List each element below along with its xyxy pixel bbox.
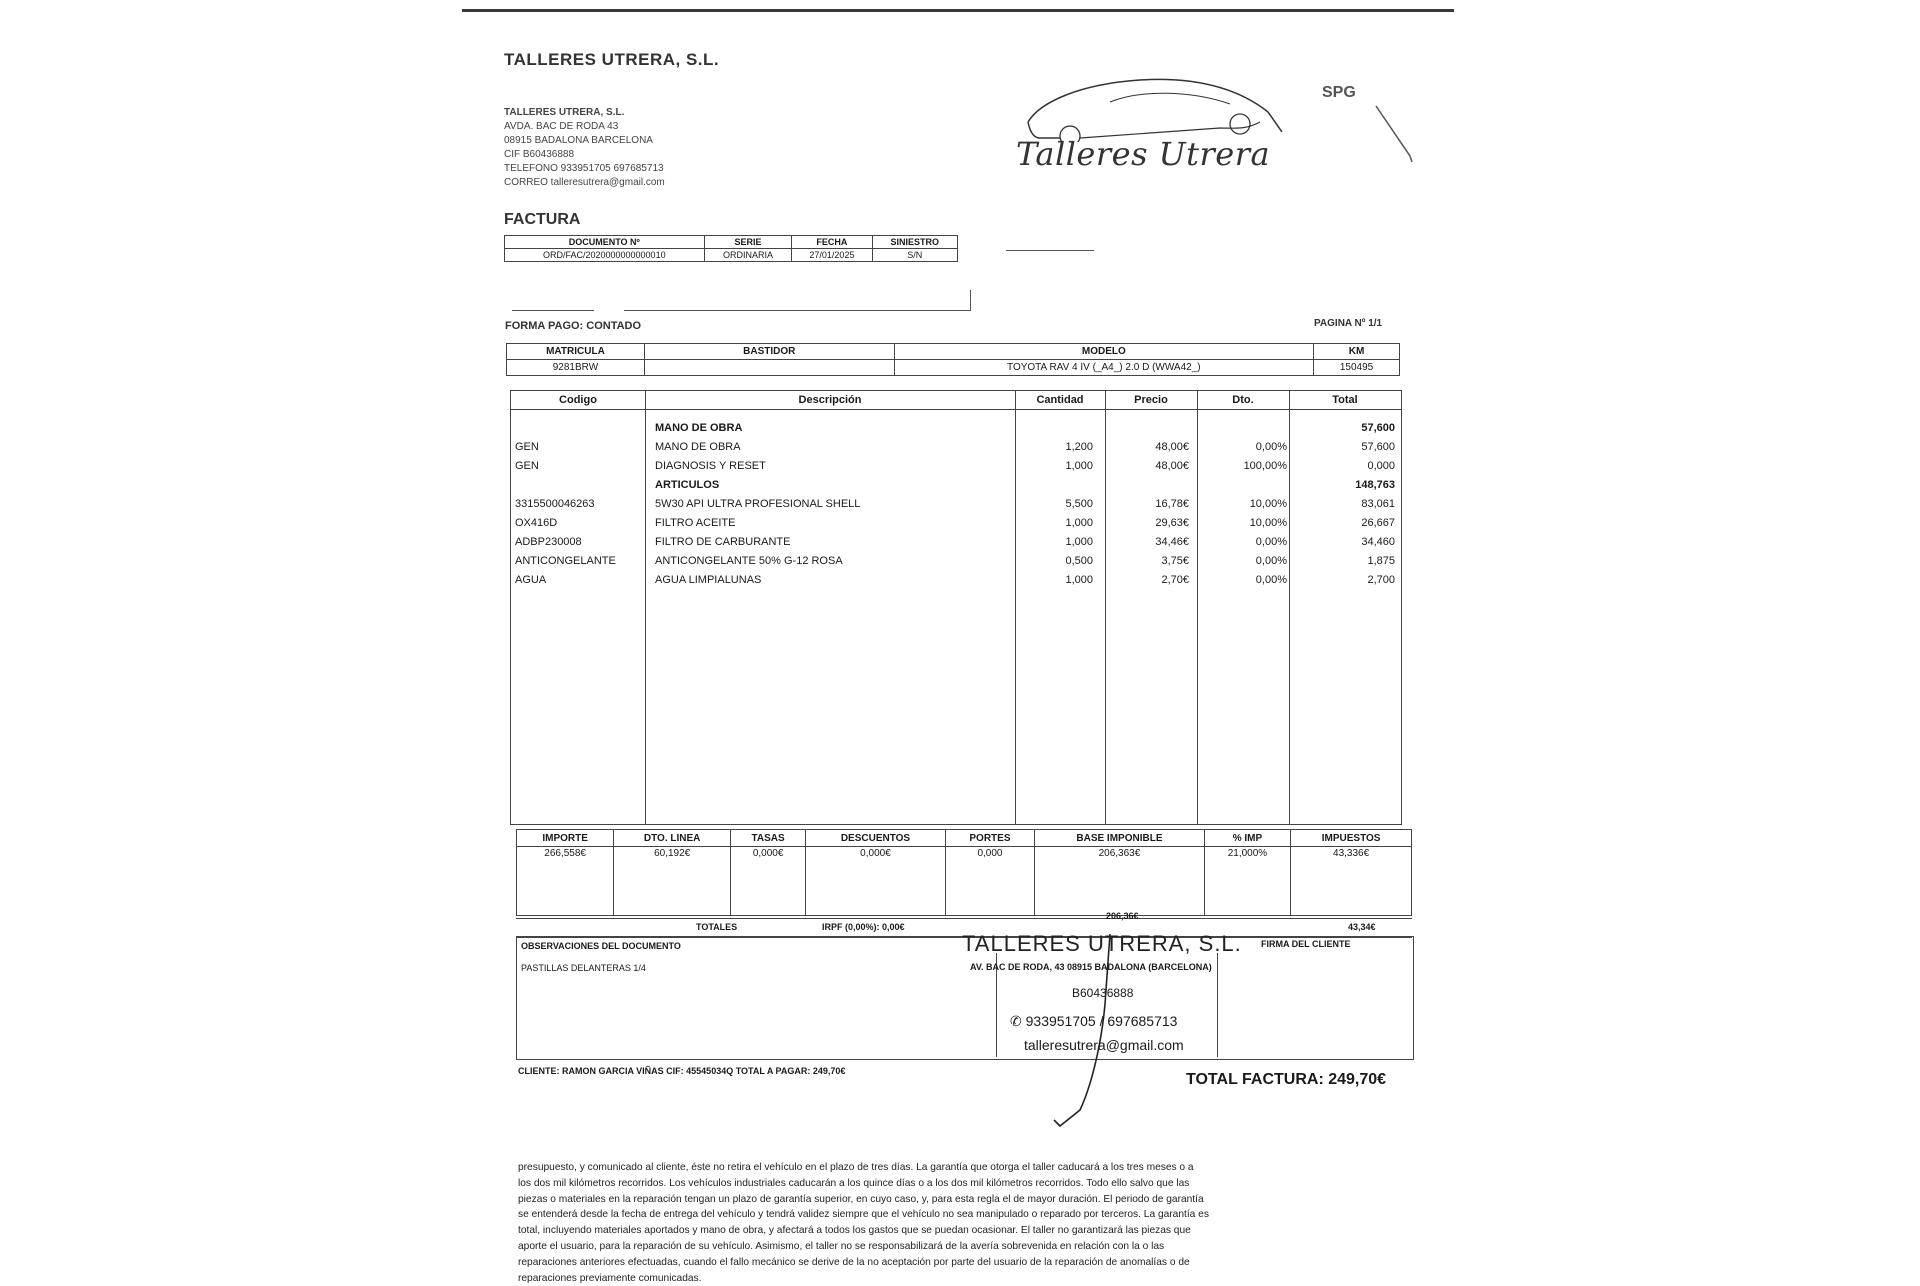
line-discount: 10,00%	[1249, 517, 1287, 529]
legal-line: piezas o materiales en la reparación tengan un plazo de garantía superior, en cuyo caso, y, para esta regla el de mayor duración. El periodo de garantía	[518, 1193, 1204, 1205]
line-description: ANTICONGELANTE 50% G-12 ROSA	[655, 555, 843, 567]
line-price	[1103, 476, 1189, 494]
summary-imp: 21,000%	[1204, 847, 1290, 916]
line-price: 16,78€	[1155, 498, 1189, 510]
line-price: 34,46€	[1155, 536, 1189, 548]
line-quantity: 1,000	[1065, 574, 1093, 586]
doc-header-fecha: FECHA	[792, 236, 872, 249]
line-description: DIAGNOSIS Y RESET	[655, 460, 766, 472]
line-code: 3315500046263	[515, 498, 595, 510]
line-quantity: 0,500	[1065, 555, 1093, 567]
logo-script: Talleres Utrera	[1016, 135, 1271, 173]
page-number: PAGINA Nº 1/1	[1314, 318, 1383, 329]
legal-terms	[518, 1160, 1418, 1286]
total-factura: TOTAL FACTURA: 249,70€	[1186, 1071, 1387, 1088]
line-item-row	[511, 476, 1401, 494]
summary-impuestos: 43,336€	[1291, 847, 1412, 916]
vehicle-matricula: 9281BRW	[507, 360, 645, 376]
line-quantity: 1,000	[1065, 460, 1093, 472]
line-item-row	[511, 533, 1401, 551]
summary-header-dto-linea: DTO. LINEA	[614, 830, 731, 847]
vehicle-bastidor	[644, 360, 894, 376]
redacted-mark	[512, 310, 594, 311]
doc-value-serie: ORDINARIA	[704, 249, 792, 262]
line-description: MANO DE OBRA	[655, 422, 743, 434]
line-description: MANO DE OBRA	[655, 441, 741, 453]
redacted-client-box	[624, 290, 971, 311]
line-quantity	[1013, 476, 1093, 494]
line-price	[1103, 419, 1189, 437]
legal-line: presupuesto, y comunicado al cliente, éste no retira el vehículo en el plazo de tres días. La garantía que otorga el taller caducará a los tres meses o a	[518, 1162, 1194, 1173]
line-total: 83,061	[1361, 498, 1395, 510]
forma-pago: FORMA PAGO: CONTADO	[505, 320, 642, 332]
company-info	[504, 106, 665, 190]
car-logo-icon	[1020, 72, 1290, 142]
lines-header-codigo: Codigo	[559, 394, 597, 406]
line-price: 48,00€	[1155, 460, 1189, 472]
line-item-row	[511, 495, 1401, 513]
summary-table	[516, 829, 1412, 916]
doc-value-documento: ORD/FAC/2020000000000010	[505, 249, 705, 262]
summary-header-imp: % IMP	[1204, 830, 1290, 847]
lines-header-dto: Dto.	[1232, 394, 1254, 406]
line-price: 29,63€	[1155, 517, 1189, 529]
line-description: AGUA LIMPIALUNAS	[655, 574, 762, 586]
summary-header-importe: IMPORTE	[517, 830, 614, 847]
stamp-title: TALLERES UTRERA, S.L.	[962, 931, 1242, 956]
line-quantity: 1,000	[1065, 517, 1093, 529]
lines-header-total: Total	[1332, 394, 1358, 406]
totales-base: 206,36€	[1106, 911, 1139, 921]
line-discount	[1197, 419, 1287, 437]
line-item-row	[511, 438, 1401, 456]
summary-tasas: 0,000€	[731, 847, 806, 916]
invoice-lines	[510, 390, 1402, 825]
summary-header-base: BASE IMPONIBLE	[1035, 830, 1205, 847]
summary-header-impuestos: IMPUESTOS	[1291, 830, 1412, 847]
line-discount: 100,00%	[1243, 460, 1287, 472]
line-code: AGUA	[515, 574, 547, 586]
doc-header-serie: SERIE	[704, 236, 792, 249]
line-price: 48,00€	[1155, 441, 1189, 453]
line-total: 26,667	[1361, 517, 1395, 529]
vehicle-km: 150495	[1314, 360, 1400, 376]
line-code: ADBP230008	[515, 536, 582, 548]
line-total: 34,460	[1361, 536, 1395, 548]
summary-header-tasas: TASAS	[731, 830, 806, 847]
line-item-row	[511, 571, 1401, 589]
observations-text: PASTILLAS DELANTERAS 1/4	[521, 963, 646, 973]
company-title: TALLERES UTRERA, S.L.	[504, 50, 720, 69]
vehicle-header-modelo: MODELO	[894, 344, 1313, 360]
line-total: 57,600	[1361, 422, 1395, 434]
company-address: AVDA. BAC DE RODA 43	[504, 121, 619, 132]
line-total: 1,875	[1367, 555, 1395, 567]
line-code	[515, 476, 645, 494]
summary-portes: 0,000	[945, 847, 1034, 916]
line-discount: 0,00%	[1255, 536, 1287, 548]
legal-line: los dos mil kilómetros recorridos. Los vehículos industriales caducarán a los quince días o a los dos mil kilómetros recorridos. Todo ello salvo que las	[518, 1177, 1190, 1189]
summary-header-portes: PORTES	[945, 830, 1034, 847]
line-item-row	[511, 514, 1401, 532]
line-total: 57,600	[1361, 441, 1395, 453]
observations-title: OBSERVACIONES DEL DOCUMENTO	[521, 941, 681, 951]
line-item-row	[511, 419, 1401, 437]
line-description: FILTRO DE CARBURANTE	[655, 536, 791, 548]
spg-mark: SPG	[1322, 84, 1356, 101]
line-item-row	[511, 552, 1401, 570]
line-total: 2,700	[1367, 574, 1395, 586]
stamp-phones-text: 933951705 / 697685713	[1025, 1013, 1178, 1029]
document-table	[504, 235, 958, 262]
totales-label: TOTALES	[696, 922, 738, 932]
vehicle-header-bastidor: BASTIDOR	[644, 344, 894, 360]
line-price: 2,70€	[1161, 574, 1189, 586]
line-price: 3,75€	[1161, 555, 1189, 567]
line-quantity	[1013, 419, 1093, 437]
line-discount: 0,00%	[1255, 555, 1287, 567]
line-quantity: 1,000	[1065, 536, 1093, 548]
summary-importe: 266,558€	[517, 847, 614, 916]
stamp-cif: B60436888	[1072, 986, 1134, 1000]
lines-header-precio: Precio	[1134, 394, 1168, 406]
totales-impuestos: 43,34€	[1348, 922, 1376, 932]
line-code: GEN	[515, 460, 539, 472]
company-phone: TELEFONO 933951705 697685713	[504, 163, 664, 174]
line-code	[515, 419, 645, 437]
doc-header-documento: DOCUMENTO Nº	[505, 236, 705, 249]
summary-dto-linea: 60,192€	[614, 847, 731, 916]
company-cif: CIF B60436888	[504, 149, 575, 160]
line-total: 0,000	[1367, 460, 1395, 472]
stamp-address: AV. BAC DE RODA, 43 08915 BADALONA (BARCELONA)	[970, 962, 1212, 972]
cliente-line: CLIENTE: RAMON GARCIA VIÑAS CIF: 45545034Q TOTAL A PAGAR: 249,70€	[518, 1066, 846, 1076]
doc-value-fecha: 27/01/2025	[792, 249, 872, 262]
line-item-row	[511, 457, 1401, 475]
summary-descuentos: 0,000€	[806, 847, 946, 916]
line-total: 148,763	[1355, 479, 1395, 491]
line-description: FILTRO ACEITE	[655, 517, 736, 529]
line-description: ARTICULOS	[655, 479, 720, 491]
top-rule	[462, 9, 1454, 12]
line-quantity: 5,500	[1065, 498, 1093, 510]
line-discount: 0,00%	[1255, 574, 1287, 586]
totales-irpf: IRPF (0,00%): 0,00€	[822, 922, 905, 932]
factura-heading: FACTURA	[504, 211, 581, 228]
line-description: 5W30 API ULTRA PROFESIONAL SHELL	[655, 498, 861, 510]
legal-line: reparaciones previamente comunicadas.	[518, 1272, 702, 1284]
lines-header-descripcion: Descripción	[798, 394, 862, 406]
vehicle-header-km: KM	[1314, 344, 1400, 360]
legal-line: reparaciones anteriores efectuadas, cuando el fallo mecánico se derive de la no aceptación por parte del usuario de la reparación de anomalías o de	[518, 1256, 1190, 1268]
phone-icon: ✆	[1010, 1013, 1022, 1029]
vehicle-header-matricula: MATRICULA	[507, 344, 645, 360]
signature-stroke	[1050, 930, 1130, 1130]
doc-header-siniestro: SINIESTRO	[872, 236, 958, 249]
line-quantity: 1,200	[1065, 441, 1093, 453]
lines-header	[511, 391, 1401, 410]
vehicle-modelo: TOYOTA RAV 4 IV (_A4_) 2.0 D (WWA42_)	[894, 360, 1313, 376]
summary-base: 206,363€	[1035, 847, 1205, 916]
company-city: 08915 BADALONA BARCELONA	[504, 135, 653, 146]
line-discount: 0,00%	[1255, 441, 1287, 453]
legal-line: total, incluyendo materiales aportados y mano de obra, y afectará a todos los gastos que se puedan ocasionar. El taller no garantizará las piezas que	[518, 1225, 1191, 1237]
doc-value-siniestro: S/N	[872, 249, 958, 262]
company-name: TALLERES UTRERA, S.L.	[504, 107, 625, 118]
legal-line: aporte el usuario, para la reparación de su vehículo. Asimismo, el taller no se responsabilizará de la avería sobrevenida en relación con la o las	[518, 1240, 1165, 1252]
redacted-mark	[1006, 250, 1094, 251]
line-code: OX416D	[515, 517, 558, 529]
line-code: GEN	[515, 441, 539, 453]
company-email: CORREO talleresutrera@gmail.com	[504, 177, 665, 188]
lines-header-cantidad: Cantidad	[1036, 394, 1084, 406]
pen-stroke-icon	[1374, 104, 1414, 164]
line-discount: 10,00%	[1249, 498, 1287, 510]
line-code: ANTICONGELANTE	[515, 555, 616, 567]
stamp-email: talleresutrera@gmail.com	[1024, 1037, 1184, 1053]
legal-line: se entenderá desde la fecha de entrega del vehículo y tendrá validez siempre que el vehículo no sea manipulado o reparado por terceros. La garantía es	[518, 1209, 1209, 1221]
summary-header-descuentos: DESCUENTOS	[806, 830, 946, 847]
line-discount	[1197, 476, 1287, 494]
firma-cliente-label: FIRMA DEL CLIENTE	[1261, 939, 1351, 949]
vehicle-table	[506, 343, 1400, 376]
